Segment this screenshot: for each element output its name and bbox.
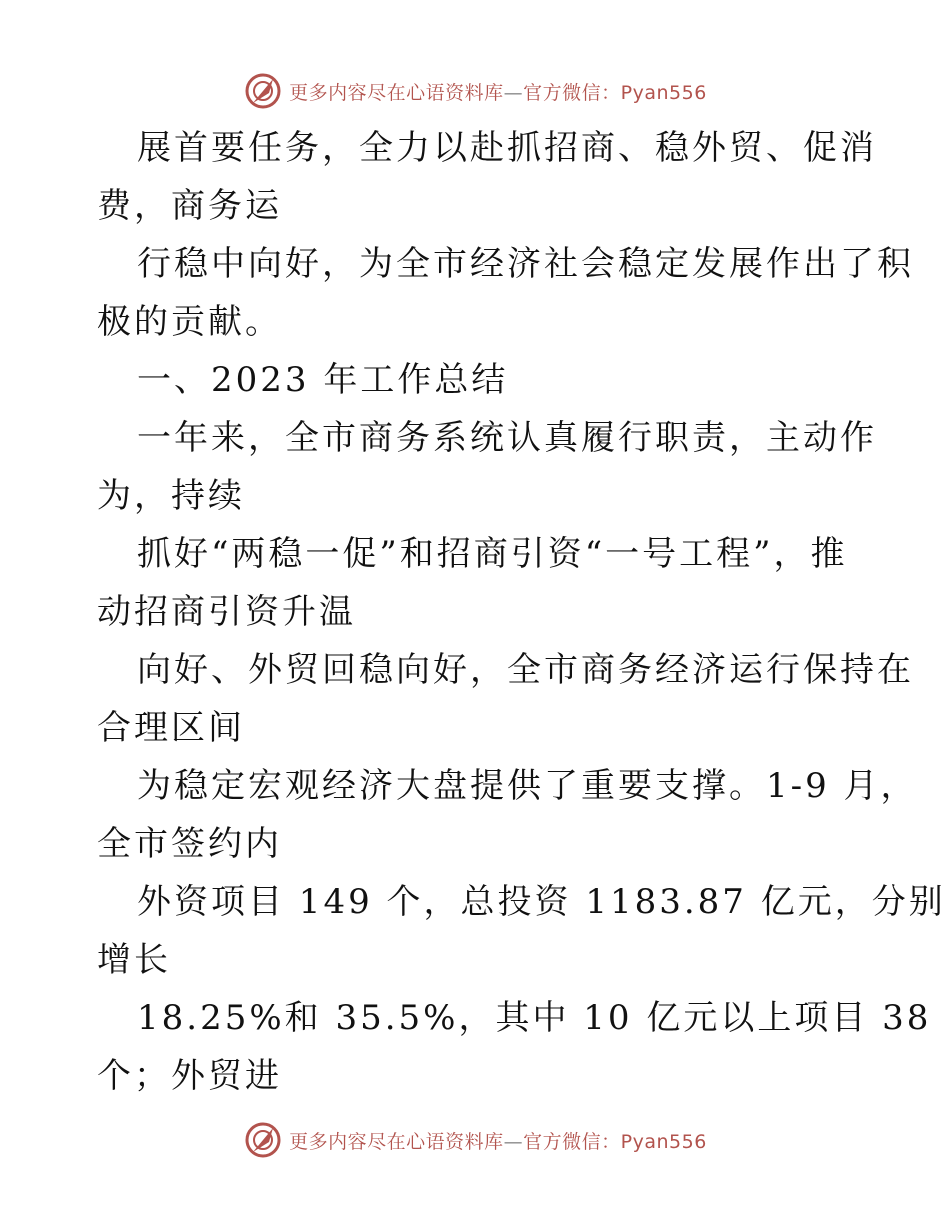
watermark-brand: 更多内容尽在心语资料库 [289, 1130, 504, 1153]
section-heading: 一、2023 年工作总结 [137, 360, 509, 400]
body-line: 个；外贸进 [97, 1056, 282, 1096]
watermark-separator: — [503, 1130, 524, 1153]
body-line: 18.25%和 35.5%，其中 10 亿元以上项目 38 [137, 998, 932, 1038]
feather-logo-icon [243, 71, 283, 111]
body-line: 增长 [97, 940, 171, 980]
watermark-brand: 更多内容尽在心语资料库 [289, 81, 504, 104]
body-line: 展首要任务，全力以赴抓招商、稳外贸、促消 [137, 128, 877, 168]
body-line: 极的贡献。 [97, 302, 282, 342]
watermark-text [289, 1127, 707, 1154]
body-line: 一年来，全市商务系统认真履行职责，主动作 [137, 418, 877, 458]
watermark-separator: — [503, 81, 524, 104]
body-line: 为稳定宏观经济大盘提供了重要支撑。1-9 月， [137, 766, 918, 806]
body-line: 合理区间 [97, 708, 245, 748]
body-line: 为，持续 [97, 476, 245, 516]
watermark-text [289, 78, 707, 105]
body-line: 向好、外贸回稳向好，全市商务经济运行保持在 [137, 650, 914, 690]
feather-logo-icon [243, 1120, 283, 1160]
watermark-contact: 官方微信：Pyan556 [523, 81, 707, 104]
body-line: 费，商务运 [97, 186, 282, 226]
body-line: 行稳中向好，为全市经济社会稳定发展作出了积 [137, 244, 914, 284]
footer-watermark [0, 1115, 950, 1165]
watermark-contact: 官方微信：Pyan556 [523, 1130, 707, 1153]
header-watermark [0, 66, 950, 116]
body-line: 全市签约内 [97, 824, 282, 864]
body-line: 抓好“两稳一促”和招商引资“一号工程”，推 [137, 534, 848, 574]
body-line: 外资项目 149 个，总投资 1183.87 亿元，分别 [137, 882, 946, 922]
body-line: 动招商引资升温 [97, 592, 356, 632]
